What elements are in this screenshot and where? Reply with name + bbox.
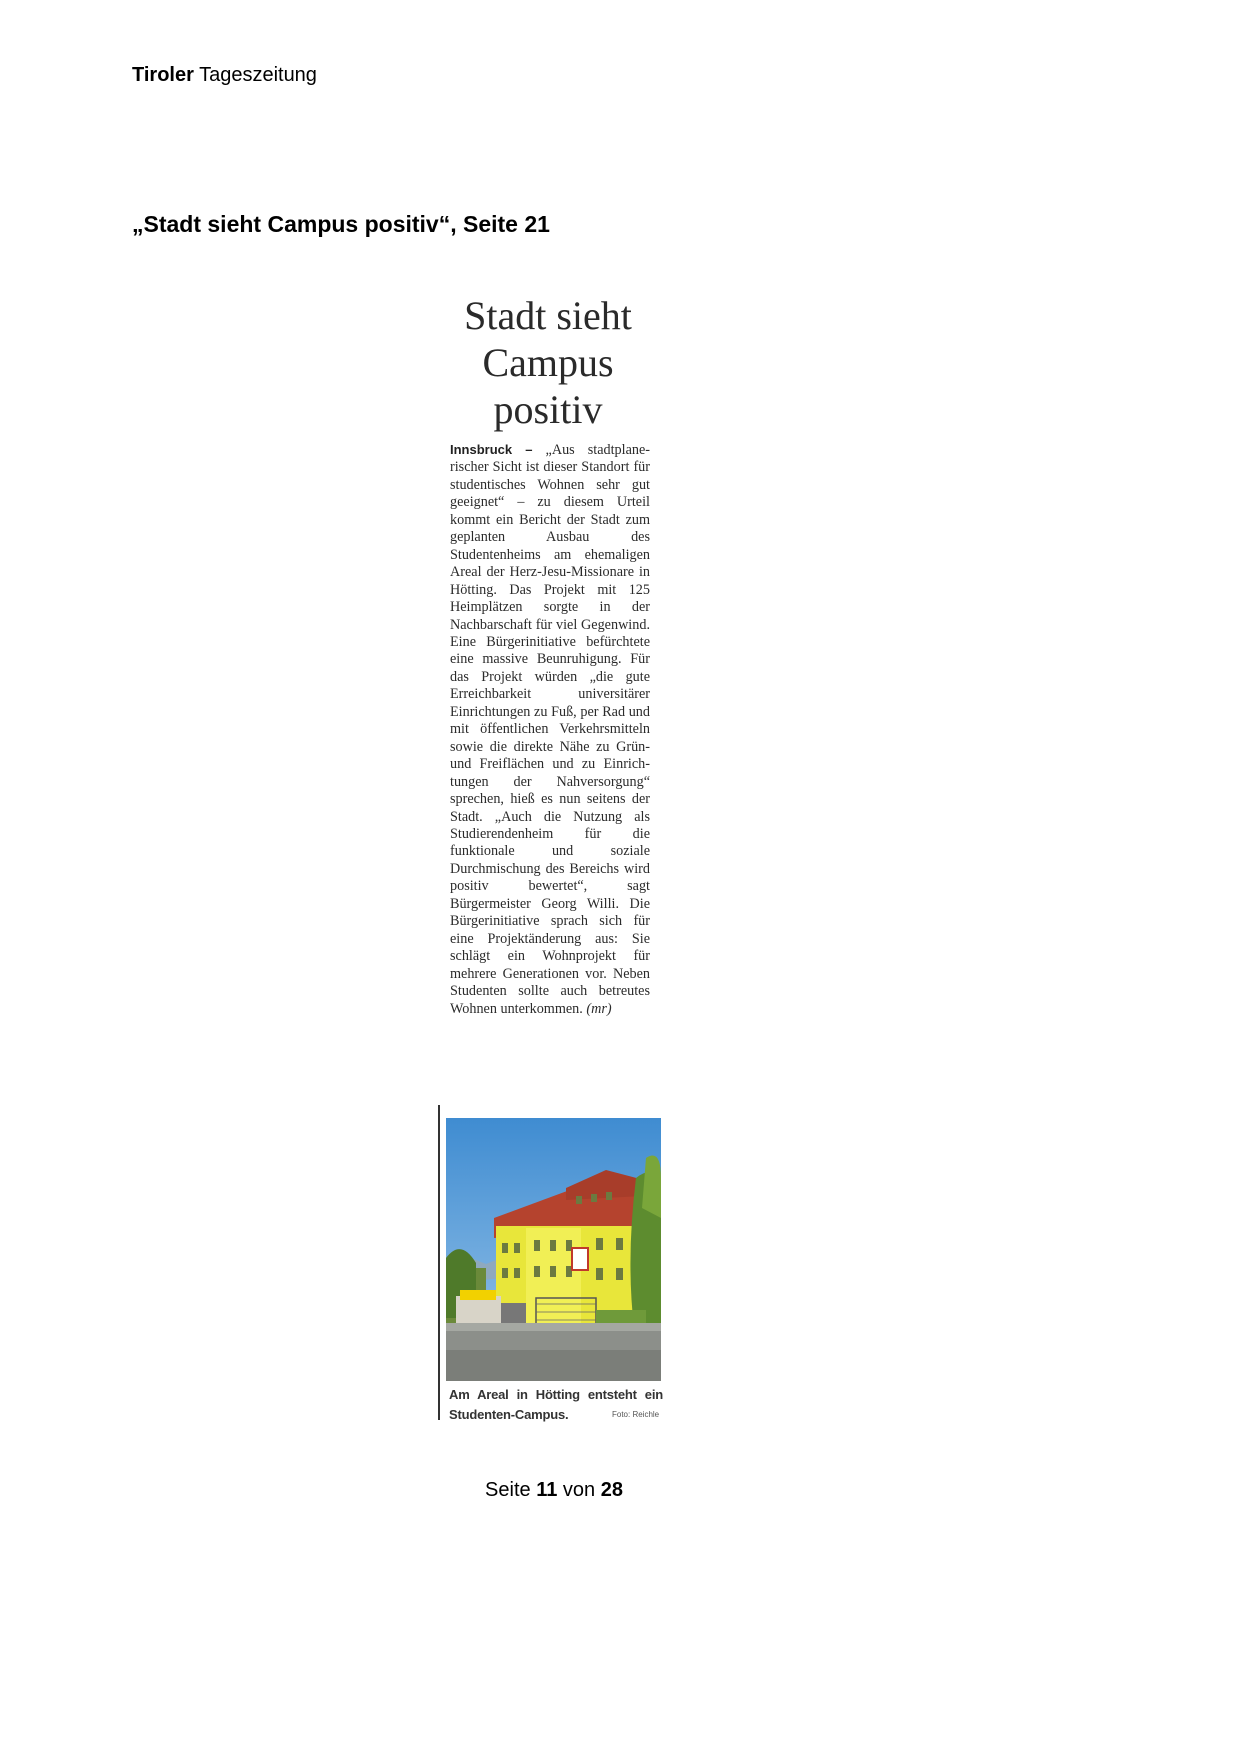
photo-divider [438, 1105, 440, 1420]
article-headline [440, 292, 656, 433]
publication-name [132, 64, 317, 87]
page-number [0, 1479, 1108, 1502]
publication-name-bold: Tiroler [132, 64, 194, 86]
article-text: „Aus stadtplanerischer Sicht ist dieser Standort für studentisches Wohnen sehr gut geeignet“ – zu diesem Urteil kommt ein Bericht der Stadt zum geplanten Ausbau des Studentenheims am ehemaligen Areal der Herz-Jesu-Missionare in Hötting. Das Projekt mit 125 Heimplätzen sorgte in der Nachbarschaft für viel Gegenwind. Eine Bürgerinitiative befürchtete eine massive Beunruhigung. Für das Projekt würden „die gute Erreichbarkeit universitärer Einrichtungen zu Fuß, per Rad und mit öffentlichen Verkehrsmitteln sowie die direkte Nähe zu Grün- und Freiflächen und zu Einrichtungen der Nahversorgung“ sprechen, hieß es nun seitens der Stadt. „Auch die Nutzung als Studierendenheim für die funktionale und soziale Durchmischung des Bereichs wird positiv bewertet“, sagt Bürgermeister Georg Willi. Die Bürgerinitiative sprach sich für eine Projektänderung aus: Sie schlägt ein Wohnprojekt für mehrere Generationen vor. Neben Studenten sollte auch betreutes Wohnen unterkommen. [450, 442, 650, 1017]
total-pages: 28 [600, 1479, 623, 1501]
page-separator: von [557, 1479, 601, 1501]
publication-name-rest: Tageszeitung [193, 64, 317, 86]
document-title: „Stadt sieht Campus positiv“, Seite 21 [132, 211, 550, 237]
article-body [450, 441, 650, 1018]
building-photo-illustration [446, 1118, 661, 1381]
current-page: 11 [536, 1479, 558, 1501]
headline-line: positiv [493, 387, 603, 432]
article-dateline: Innsbruck – [450, 442, 546, 457]
article-author: (mr) [586, 1000, 612, 1017]
headline-line: Campus [482, 340, 614, 385]
article-photo [446, 1118, 661, 1381]
photo-credit: Foto: Reichle [612, 1410, 660, 1419]
photo-caption: Am Areal in Hötting entsteht ein Studenten-Campus. [449, 1387, 663, 1422]
page-prefix: Seite [485, 1479, 537, 1501]
headline-line: Stadt sieht [464, 293, 632, 338]
